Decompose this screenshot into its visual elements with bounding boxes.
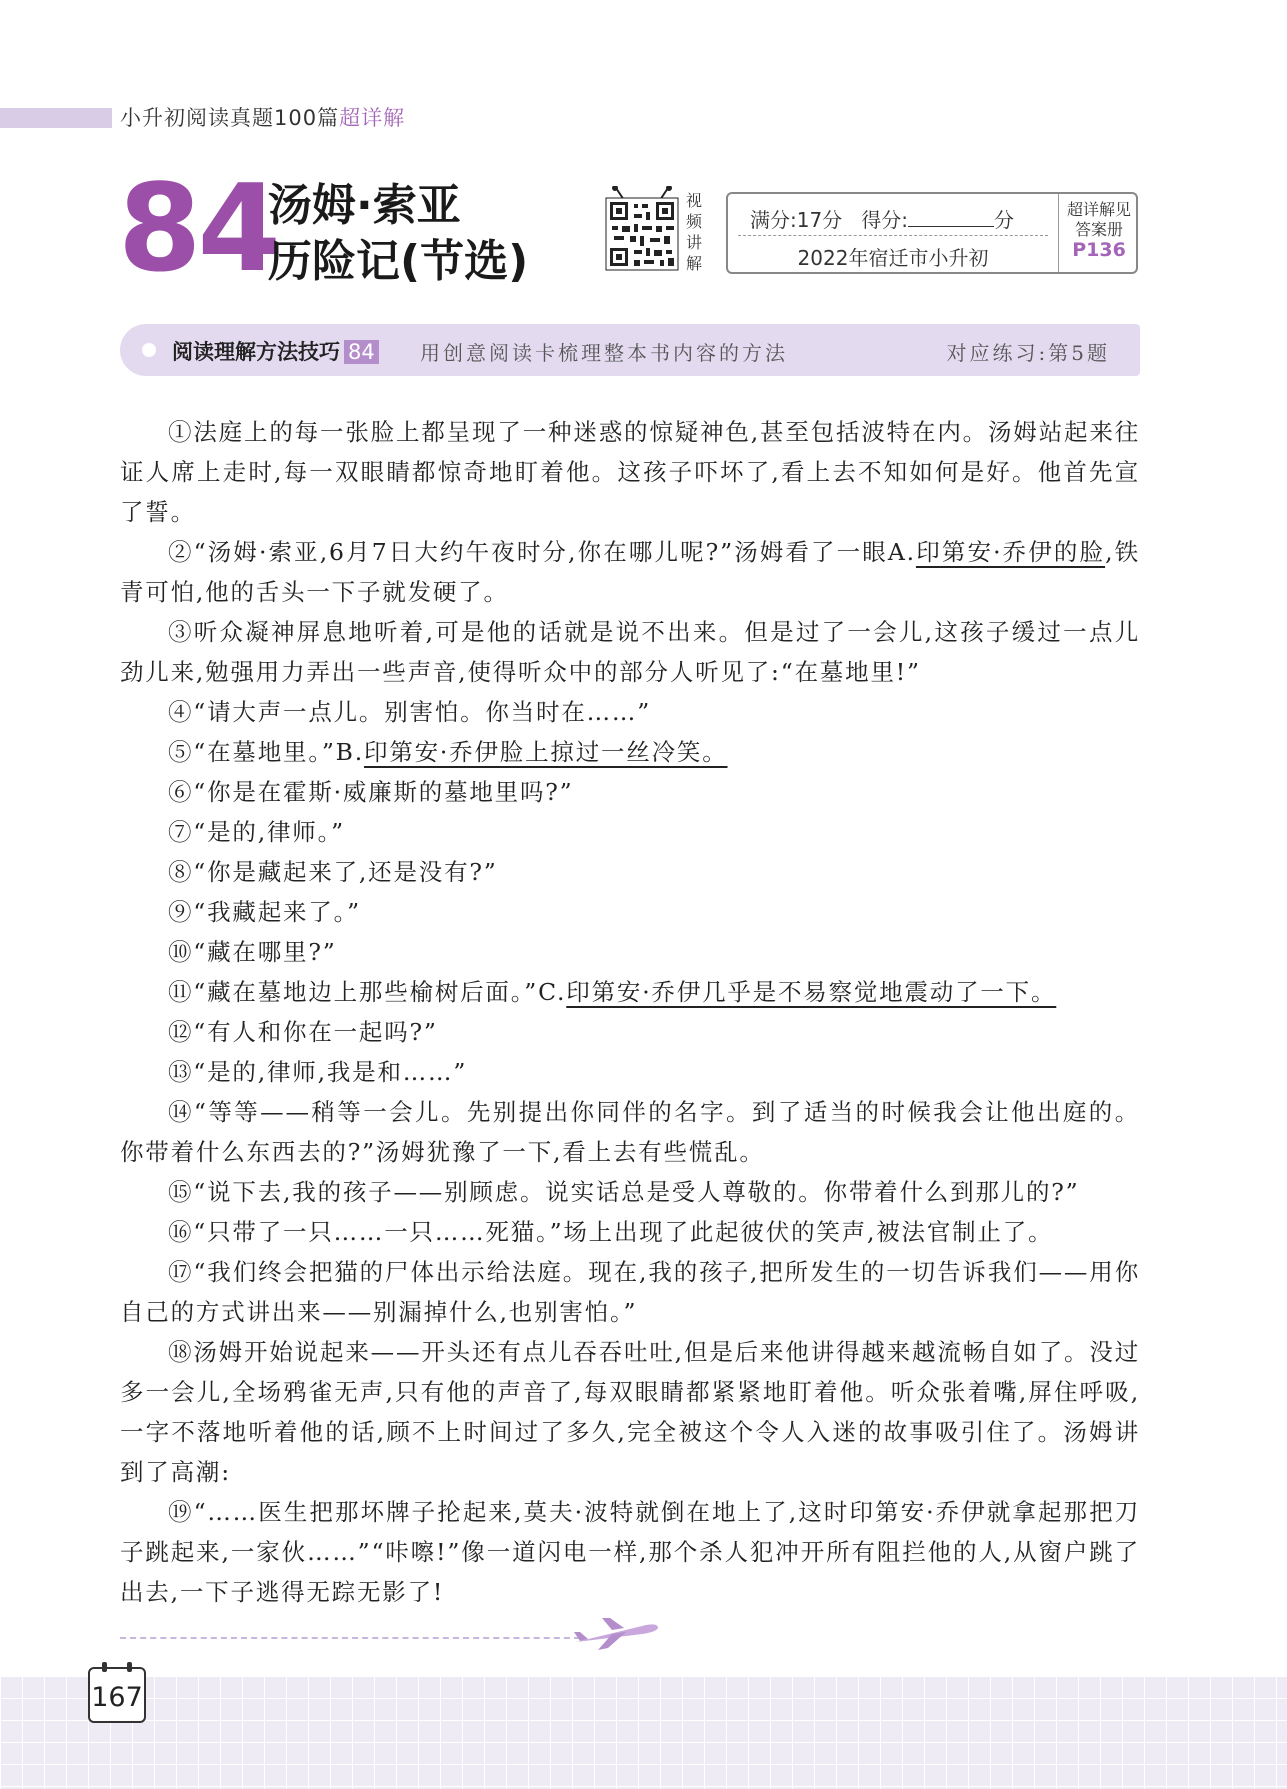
footer-grid-band bbox=[0, 1676, 1287, 1789]
paragraph-5 bbox=[120, 732, 1140, 772]
underlined-sentence-b: 印第安·乔伊脸上掠过一丝冷笑。 bbox=[364, 738, 728, 766]
paragraph-16: ⑯“只带了一只……一只……死猫。”场上出现了此起彼伏的笑声,被法官制止了。 bbox=[168, 1218, 1054, 1246]
series-accent: 超详解 bbox=[339, 106, 406, 130]
bullet-dot-icon bbox=[142, 343, 156, 357]
paragraph-6: ⑥“你是在霍斯·威廉斯的墓地里吗?” bbox=[168, 778, 574, 806]
divider-dashed bbox=[120, 1637, 580, 1639]
qr-code-icon[interactable] bbox=[604, 186, 680, 272]
full-score: 满分:17分 bbox=[750, 208, 843, 232]
paragraph-10: ⑩“藏在哪里?” bbox=[168, 938, 337, 966]
method-number: 84 bbox=[344, 340, 379, 364]
answer-note-1: 超详解见 bbox=[1066, 200, 1131, 219]
score-blank-field[interactable] bbox=[908, 208, 994, 227]
paragraph-1: ①法庭上的每一张脸上都呈现了一种迷惑的惊疑神色,甚至包括波特在内。汤姆站起来往证人席上走时,每一双眼睛都惊奇地盯着他。这孩子吓坏了,看上去不知如何是好。他首先宣了誓。 bbox=[120, 418, 1140, 526]
title-line-1: 汤姆·索亚 bbox=[268, 180, 461, 231]
answer-note-2: 答案册 bbox=[1074, 220, 1123, 239]
paragraph-2-text-b: ,铁青可怕,他的舌头一下子就发硬了。 bbox=[120, 538, 1140, 606]
paragraph-9: ⑨“我藏起来了。” bbox=[168, 898, 361, 926]
paragraph-8: ⑧“你是藏起来了,还是没有?” bbox=[168, 858, 498, 886]
paragraph-3: ③听众凝神屏息地听着,可是他的话就是说不出来。但是过了一会儿,这孩子缓过一点儿劲儿来,勉强用力弄出一些声音,使得听众中的部分人听见了:“在墓地里!” bbox=[120, 618, 1140, 686]
method-description: 用创意阅读卡梳理整本书内容的方法 bbox=[420, 341, 788, 365]
underlined-sentence-c: 印第安·乔伊几乎是不易察觉地震动了一下。 bbox=[566, 978, 1057, 1006]
underlined-sentence-a: 印第安·乔伊的脸 bbox=[915, 538, 1106, 566]
page-number: 167 bbox=[91, 1682, 143, 1713]
qr-label-char: 视 bbox=[686, 191, 703, 210]
paragraph-5-text-a: ⑤“在墓地里。”B. bbox=[168, 738, 365, 766]
method-banner bbox=[120, 324, 1140, 376]
paragraph-12: ⑫“有人和你在一起吗?” bbox=[168, 1018, 438, 1046]
score-unit: 分 bbox=[994, 208, 1015, 232]
score-row bbox=[750, 204, 1014, 233]
score-left-panel bbox=[728, 194, 1059, 272]
page-number-calendar-icon bbox=[88, 1667, 146, 1723]
paragraph-17: ⑰“我们终会把猫的尸体出示给法庭。现在,我的孩子,把所发生的一切告诉我们——用你自己的方式讲出来——别漏掉什么,也别害怕。” bbox=[120, 1258, 1140, 1326]
lesson-title bbox=[268, 178, 528, 290]
book-series-header bbox=[120, 102, 405, 132]
paragraph-2-text-a: ②“汤姆·索亚,6月7日大约午夜时分,你在哪儿呢?”汤姆看了一眼A. bbox=[168, 538, 916, 566]
paragraph-13: ⑬“是的,律师,我是和……” bbox=[168, 1058, 468, 1086]
paragraph-7: ⑦“是的,律师。” bbox=[168, 818, 345, 846]
paragraph-19: ⑲“……医生把那坏牌子抡起来,莫夫·波特就倒在地上了,这时印第安·乔伊就拿起那把刀子跳起来,一家伙……”“咔嚓!”像一道闪电一样,那个杀人犯冲开所有阻拦他的人,从窗户跳了出去,一下子逃得无踪无影了! bbox=[120, 1498, 1140, 1606]
calendar-ring bbox=[127, 1662, 132, 1672]
answer-reference bbox=[1060, 200, 1138, 260]
calendar-ring bbox=[102, 1662, 107, 1672]
qr-label-char: 解 bbox=[686, 254, 703, 273]
qr-label-char: 频 bbox=[686, 212, 703, 231]
paragraph-15: ⑮“说下去,我的孩子——别顾虑。说实话总是受人尊敬的。你带着什么到那儿的?” bbox=[168, 1178, 1080, 1206]
paragraph-18: ⑱汤姆开始说起来——开头还有点儿吞吞吐吐,但是后来他讲得越来越流畅自如了。没过多一会儿,全场鸦雀无声,只有他的声音了,每双眼睛都紧紧地盯着他。听众张着嘴,屏住呼吸,一字不落地听着他的话,顾不上时间过了多久,完全被这个令人入迷的故事吸引住了。汤姆讲到了高潮: bbox=[120, 1338, 1140, 1486]
paragraph-11-text-a: ⑪“藏在墓地边上那些榆树后面。”C. bbox=[168, 978, 567, 1006]
title-line-2: 历险记(节选) bbox=[268, 236, 529, 287]
article-body bbox=[120, 412, 1140, 1612]
score-divider bbox=[738, 235, 1048, 236]
paragraph-14: ⑭“等等——稍等一会儿。先别提出你同伴的名字。到了适当的时候我会让他出庭的。你带着什么东西去的?”汤姆犹豫了一下,看上去有些慌乱。 bbox=[120, 1098, 1140, 1166]
paragraph-4: ④“请大声一点儿。别害怕。你当时在……” bbox=[168, 698, 652, 726]
paragraph-2 bbox=[120, 532, 1140, 612]
qr-video-label bbox=[686, 190, 708, 274]
got-score-label: 得分: bbox=[861, 208, 909, 232]
paragraph-11 bbox=[120, 972, 1140, 1012]
qr-label-char: 讲 bbox=[686, 233, 703, 252]
method-title-text: 阅读理解方法技巧 bbox=[172, 340, 340, 364]
series-title: 小升初阅读真题100篇 bbox=[120, 106, 340, 130]
answer-page: P136 bbox=[1072, 239, 1126, 261]
airplane-icon bbox=[572, 1612, 662, 1652]
header-color-bar bbox=[0, 108, 112, 128]
exam-source: 2022年宿迁市小升初 bbox=[797, 246, 989, 270]
practice-reference: 对应练习:第5题 bbox=[946, 341, 1110, 365]
method-title bbox=[172, 336, 379, 366]
score-box bbox=[726, 192, 1138, 274]
lesson-number: 84 bbox=[118, 160, 277, 299]
